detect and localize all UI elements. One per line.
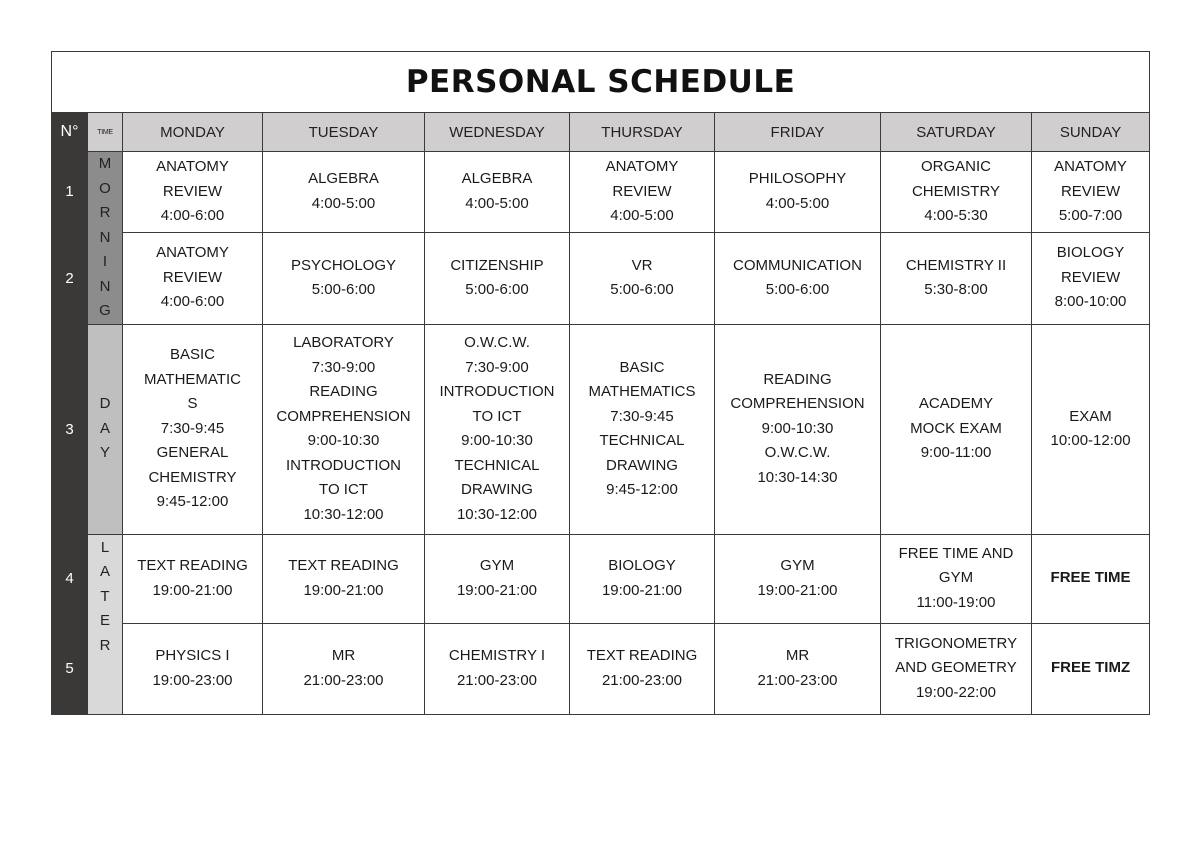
- schedule-cell-monday: [123, 623, 263, 714]
- schedule-cell-sunday: [1032, 324, 1150, 534]
- cell-line: CHEMISTRY I: [448, 647, 546, 664]
- cell-line: O.W.C.W.: [764, 444, 831, 462]
- cell-line: 5:00-6:00: [465, 281, 529, 299]
- period-letter: R: [99, 636, 111, 654]
- cell-line: 7:30-9:45: [160, 419, 225, 437]
- header-wednesday: WEDNESDAY: [425, 113, 570, 152]
- cell-line: ANATOMY: [156, 244, 229, 262]
- cell-line: 19:00-21:00: [152, 581, 233, 599]
- schedule-sheet: [51, 51, 1149, 715]
- cell-line: REVIEW: [612, 182, 672, 200]
- schedule-cell-wednesday: [425, 152, 570, 233]
- period-later: [88, 534, 123, 714]
- cell-line: 5:00-6:00: [765, 281, 830, 299]
- page-title: PERSONAL SCHEDULE: [52, 52, 1150, 113]
- schedule-cell-wednesday: [425, 324, 570, 534]
- table-row: [52, 152, 1150, 233]
- cell-line: 21:00-23:00: [757, 671, 838, 689]
- cell-line: 4:00-5:00: [765, 194, 830, 212]
- period-letter: N: [99, 277, 111, 295]
- cell-line: READING: [763, 370, 832, 388]
- cell-line: PHYSICS I: [155, 647, 230, 664]
- cell-line: DRAWING: [461, 481, 533, 498]
- cell-line: TEXT READING: [288, 557, 399, 574]
- schedule-cell-sunday: [1032, 534, 1150, 623]
- period-letter: E: [99, 612, 110, 629]
- schedule-cell-tuesday: [263, 324, 425, 534]
- schedule-cell-sunday: [1032, 152, 1150, 233]
- schedule-table: [51, 51, 1150, 715]
- schedule-cell-tuesday: [263, 152, 425, 233]
- cell-line: FREE TIMZ: [1050, 659, 1131, 677]
- schedule-cell-friday: [715, 534, 881, 623]
- cell-line: INTRODUCTION: [286, 456, 401, 474]
- cell-line: 10:30-12:00: [303, 505, 384, 523]
- schedule-cell-saturday: [881, 534, 1032, 623]
- cell-line: COMPREHENSION: [276, 407, 411, 425]
- cell-line: 5:00-6:00: [610, 281, 674, 299]
- cell-line: MATHEMATIC: [144, 370, 241, 388]
- cell-line: TEXT READING: [137, 557, 248, 574]
- cell-line: INTRODUCTION: [439, 383, 555, 400]
- cell-line: CHEMISTRY: [911, 182, 1001, 200]
- cell-line: VR: [631, 256, 653, 274]
- cell-line: AND GEOMETRY: [895, 659, 1017, 677]
- cell-line: 4:00-5:30: [924, 207, 988, 225]
- cell-line: PSYCHOLOGY: [290, 256, 397, 274]
- cell-line: EXAM: [1069, 407, 1112, 425]
- cell-line: ANATOMY: [156, 158, 229, 176]
- cell-line: 5:00-6:00: [311, 281, 376, 299]
- period-letter: I: [102, 253, 108, 270]
- cell-line: BASIC: [169, 346, 215, 364]
- cell-line: FREE TIME: [1050, 569, 1131, 587]
- period-letter: T: [100, 587, 110, 605]
- cell-line: COMPREHENSION: [730, 395, 865, 413]
- schedule-cell-wednesday: [425, 623, 570, 714]
- cell-line: 19:00-21:00: [757, 581, 838, 599]
- header-number: N°: [52, 113, 88, 152]
- schedule-cell-thursday: [570, 152, 715, 233]
- table-row: [52, 232, 1150, 324]
- cell-line: READING: [309, 383, 378, 400]
- cell-line: 10:30-12:00: [456, 505, 538, 523]
- schedule-cell-thursday: [570, 324, 715, 534]
- cell-line: GYM: [938, 569, 974, 587]
- schedule-cell-friday: [715, 152, 881, 233]
- cell-line: ANATOMY: [1054, 158, 1127, 176]
- cell-line: REVIEW: [1060, 268, 1121, 286]
- schedule-cell-tuesday: [263, 232, 425, 324]
- cell-line: 9:45-12:00: [156, 493, 229, 511]
- period-morning: [88, 152, 123, 325]
- cell-line: MATHEMATICS: [588, 383, 696, 400]
- table-row: [52, 534, 1150, 623]
- schedule-cell-friday: [715, 623, 881, 714]
- cell-line: FREE TIME AND: [898, 544, 1014, 562]
- cell-line: REVIEW: [162, 268, 223, 286]
- schedule-cell-thursday: [570, 534, 715, 623]
- cell-line: ORGANIC: [920, 158, 991, 176]
- cell-line: GYM: [780, 557, 815, 574]
- schedule-cell-thursday: [570, 623, 715, 714]
- cell-line: 10:30-14:30: [757, 468, 838, 486]
- schedule-cell-tuesday: [263, 623, 425, 714]
- cell-line: O.W.C.W.: [464, 334, 530, 351]
- cell-line: 4:00-5:00: [610, 207, 674, 225]
- row-number: 3: [52, 324, 88, 534]
- cell-line: 19:00-21:00: [601, 581, 683, 599]
- header-time: TIME: [88, 113, 123, 152]
- header-monday: MONDAY: [123, 113, 263, 152]
- cell-line: BIOLOGY: [1056, 244, 1125, 262]
- schedule-cell-sunday: [1032, 232, 1150, 324]
- schedule-cell-saturday: [881, 623, 1032, 714]
- cell-line: 19:00-22:00: [915, 683, 997, 701]
- cell-line: 19:00-21:00: [303, 581, 384, 599]
- cell-line: 7:30-9:45: [610, 407, 674, 425]
- cell-line: S: [187, 395, 198, 413]
- cell-line: 11:00-19:00: [916, 593, 996, 611]
- schedule-cell-saturday: [881, 152, 1032, 233]
- cell-line: TECHNICAL: [599, 432, 685, 449]
- schedule-cell-thursday: [570, 232, 715, 324]
- cell-line: 10:00-12:00: [1050, 432, 1131, 449]
- cell-line: CHEMISTRY: [148, 468, 237, 486]
- cell-line: DRAWING: [606, 456, 678, 474]
- cell-line: 5:30-8:00: [924, 281, 988, 299]
- schedule-cell-saturday: [881, 232, 1032, 324]
- cell-line: 9:00-10:30: [307, 432, 380, 449]
- period-letter: M: [98, 155, 112, 172]
- cell-line: 21:00-23:00: [303, 671, 384, 689]
- cell-line: ANATOMY: [605, 158, 679, 176]
- schedule-cell-wednesday: [425, 232, 570, 324]
- schedule-cell-saturday: [881, 324, 1032, 534]
- schedule-cell-monday: [123, 232, 263, 324]
- cell-line: LABORATORY: [293, 334, 394, 351]
- cell-line: 4:00-5:00: [311, 194, 376, 212]
- cell-line: 9:45-12:00: [606, 481, 678, 498]
- schedule-cell-sunday: [1032, 623, 1150, 714]
- schedule-cell-wednesday: [425, 534, 570, 623]
- period-letter: O: [99, 179, 111, 197]
- period-letter: D: [99, 395, 111, 413]
- cell-line: 21:00-23:00: [601, 671, 683, 689]
- cell-line: 4:00-5:00: [465, 194, 529, 212]
- cell-line: ALGEBRA: [308, 170, 379, 188]
- row-number: 5: [52, 623, 88, 714]
- cell-line: 7:30-9:00: [465, 358, 529, 376]
- cell-line: COMMUNICATION: [733, 256, 862, 274]
- header-friday: FRIDAY: [715, 113, 881, 152]
- period-letter: N: [99, 228, 111, 246]
- period-letter: L: [100, 538, 110, 556]
- cell-line: 9:00-10:30: [461, 432, 533, 449]
- row-number: 1: [52, 152, 88, 233]
- cell-line: CITIZENSHIP: [450, 256, 544, 274]
- schedule-cell-friday: [715, 324, 881, 534]
- cell-line: ACADEMY: [918, 395, 994, 413]
- cell-line: BIOLOGY: [608, 557, 676, 574]
- row-number: 4: [52, 534, 88, 623]
- period-letter: Y: [99, 444, 110, 462]
- cell-line: 9:00-11:00: [920, 444, 992, 462]
- header-tuesday: TUESDAY: [263, 113, 425, 152]
- header-row: [52, 113, 1150, 152]
- period-letter: A: [99, 419, 110, 437]
- cell-line: GENERAL: [156, 444, 229, 462]
- table-row: [52, 324, 1150, 534]
- cell-line: TO ICT: [472, 407, 522, 425]
- schedule-cell-tuesday: [263, 534, 425, 623]
- header-sunday: SUNDAY: [1032, 113, 1150, 152]
- schedule-cell-monday: [123, 152, 263, 233]
- cell-line: TEXT READING: [586, 647, 698, 664]
- row-number: 2: [52, 232, 88, 324]
- cell-line: TECHNICAL: [454, 456, 540, 474]
- header-thursday: THURSDAY: [570, 113, 715, 152]
- cell-line: GYM: [479, 557, 515, 574]
- cell-line: MR: [331, 647, 356, 664]
- period-letter: R: [99, 204, 111, 221]
- period-day: [88, 324, 123, 534]
- cell-line: MOCK EXAM: [910, 419, 1002, 437]
- cell-line: CHEMISTRY II: [905, 256, 1007, 274]
- table-row: [52, 623, 1150, 714]
- cell-line: REVIEW: [162, 182, 223, 200]
- period-letter: A: [99, 563, 110, 580]
- cell-line: 19:00-23:00: [152, 671, 233, 689]
- cell-line: 9:00-10:30: [761, 419, 834, 437]
- cell-line: ALGEBRA: [461, 170, 533, 188]
- cell-line: TRIGONOMETRY: [894, 634, 1018, 652]
- cell-line: TO ICT: [319, 481, 368, 498]
- cell-line: 21:00-23:00: [456, 671, 538, 689]
- cell-line: 5:00-7:00: [1058, 207, 1123, 225]
- cell-line: 19:00-21:00: [456, 581, 538, 599]
- schedule-cell-monday: [123, 534, 263, 623]
- cell-line: 4:00-6:00: [160, 207, 225, 225]
- cell-line: MR: [785, 647, 810, 664]
- cell-line: 4:00-6:00: [160, 293, 225, 311]
- cell-line: REVIEW: [1060, 182, 1121, 200]
- period-letter: G: [99, 302, 111, 319]
- header-saturday: SATURDAY: [881, 113, 1032, 152]
- cell-line: 8:00-10:00: [1054, 293, 1127, 311]
- cell-line: BASIC: [619, 358, 665, 376]
- schedule-cell-friday: [715, 232, 881, 324]
- cell-line: 7:30-9:00: [311, 358, 376, 376]
- cell-line: PHILOSOPHY: [748, 170, 847, 188]
- schedule-cell-monday: [123, 324, 263, 534]
